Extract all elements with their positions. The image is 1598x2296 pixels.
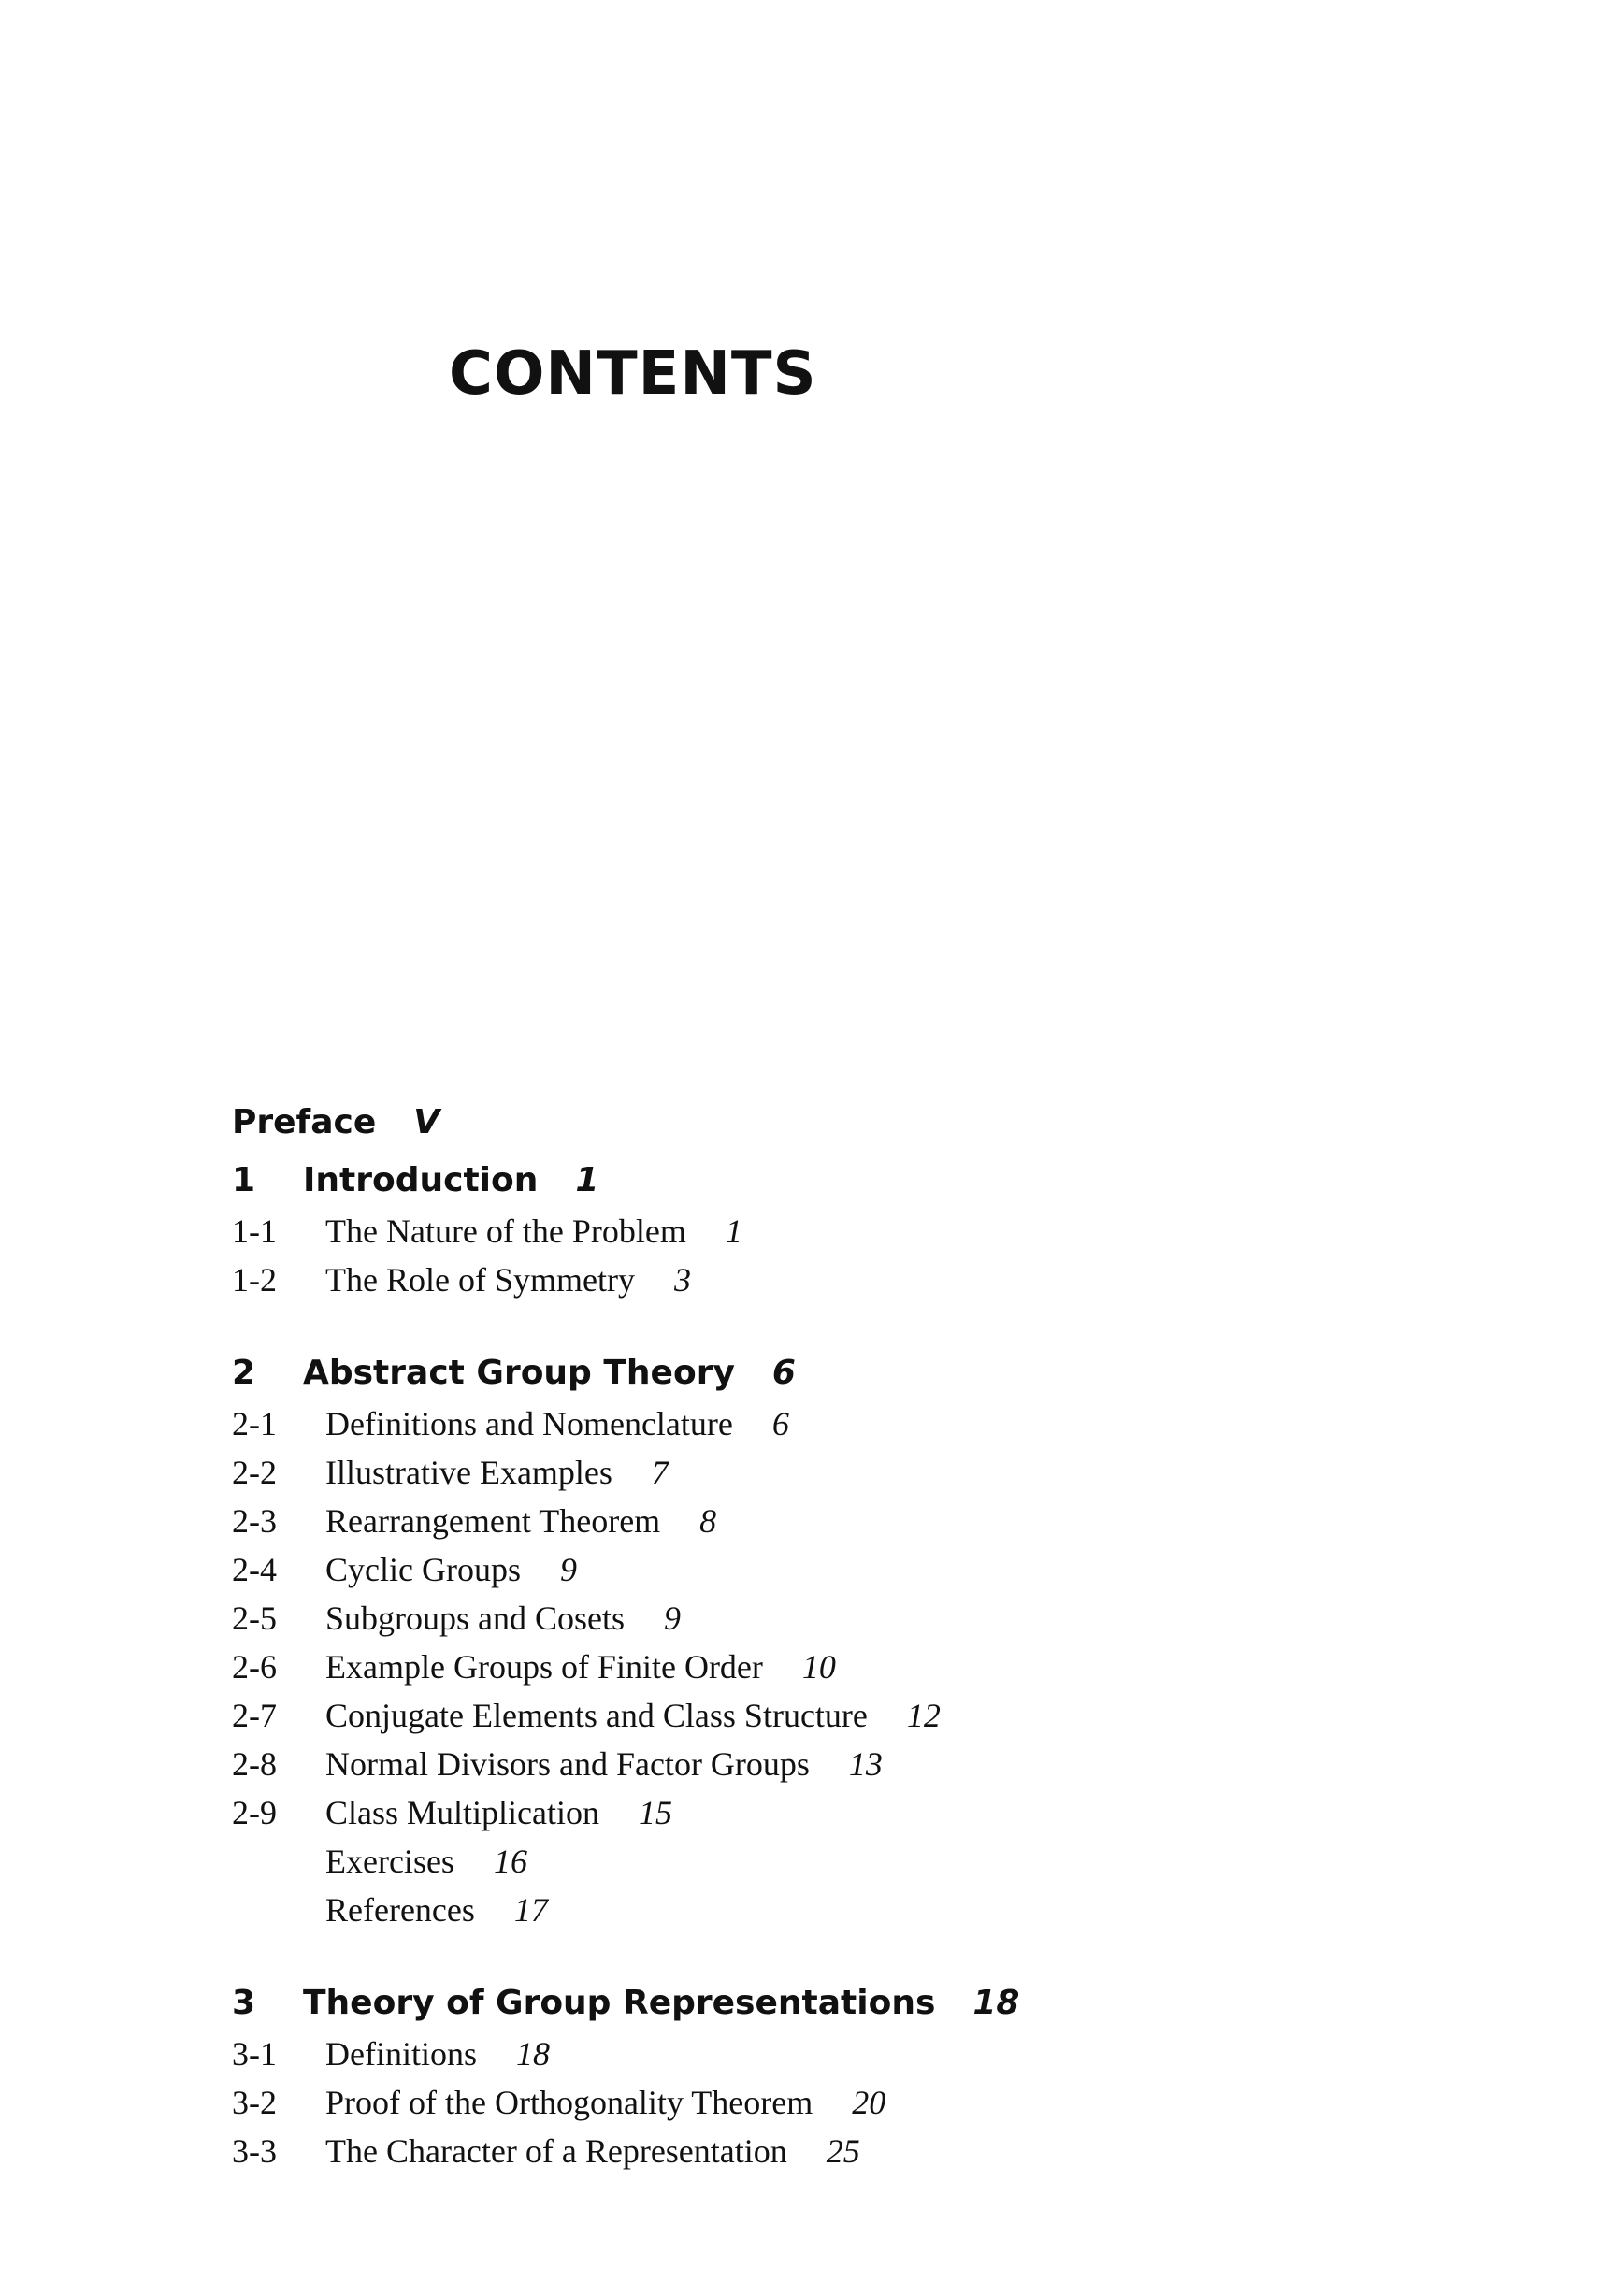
toc-section[interactable] [232, 1788, 1354, 1837]
section-title: Rearrangement Theorem [325, 1502, 661, 1540]
section-page: 25 [826, 2132, 860, 2170]
section-page: 8 [699, 1502, 717, 1540]
section-number: 2-3 [232, 1502, 277, 1540]
chapter-title: Theory of Group Representations [303, 1984, 936, 2022]
toc-section[interactable] [232, 1497, 1354, 1545]
section-page: 12 [906, 1697, 941, 1734]
preface-page: V [413, 1103, 440, 1141]
section-page: 6 [771, 1405, 789, 1442]
section-page: 17 [513, 1891, 548, 1929]
section-title: Subgroups and Cosets [325, 1600, 626, 1637]
chapter-page: 18 [972, 1984, 1020, 2022]
chapter-spacer [232, 1304, 1354, 1349]
table-of-contents [232, 1098, 1354, 2175]
section-number: 2-2 [232, 1454, 277, 1491]
section-page: 9 [559, 1551, 577, 1588]
section-page: 20 [852, 2084, 886, 2121]
chapter-page: 6 [771, 1354, 796, 1392]
section-title: The Character of a Representation [325, 2132, 787, 2170]
toc-section[interactable] [232, 1207, 1354, 1256]
section-title: Definitions and Nomenclature [325, 1405, 733, 1442]
chapter-title: Abstract Group Theory [303, 1354, 735, 1392]
section-number: 3-3 [232, 2132, 277, 2170]
chapter-number: 2 [232, 1354, 256, 1392]
section-page: 15 [639, 1794, 672, 1831]
chapter-page: 1 [575, 1161, 599, 1199]
section-number: 2-7 [232, 1697, 277, 1734]
toc-section[interactable] [232, 1399, 1354, 1448]
section-page: 7 [651, 1454, 669, 1491]
toc-section[interactable] [232, 1740, 1354, 1788]
toc-section[interactable] [232, 1837, 1354, 1886]
chapter-title: Introduction [303, 1161, 539, 1199]
section-page: 13 [848, 1745, 883, 1783]
toc-section[interactable] [232, 1691, 1354, 1740]
toc-chapter-1[interactable] [232, 1156, 1354, 1205]
section-number: 2-1 [232, 1405, 277, 1442]
toc-chapter-3[interactable] [232, 1979, 1354, 2028]
toc-section[interactable] [232, 2078, 1354, 2127]
section-number: 3-2 [232, 2084, 277, 2121]
chapter-number: 3 [232, 1984, 256, 2022]
page-title: CONTENTS [449, 339, 817, 409]
toc-section[interactable] [232, 1448, 1354, 1497]
section-number: 2-8 [232, 1745, 277, 1783]
chapter-number: 1 [232, 1161, 256, 1199]
toc-section[interactable] [232, 1643, 1354, 1691]
toc-section[interactable] [232, 1545, 1354, 1594]
section-title: Normal Divisors and Factor Groups [325, 1745, 810, 1783]
section-title: Proof of the Orthogonality Theorem [325, 2084, 813, 2121]
section-title: Cyclic Groups [325, 1551, 521, 1588]
section-title: Exercises [325, 1843, 454, 1880]
section-number: 1-2 [232, 1261, 277, 1299]
section-number: 3-1 [232, 2035, 277, 2073]
section-number: 2-5 [232, 1600, 277, 1637]
toc-section[interactable] [232, 2030, 1354, 2078]
section-title: Example Groups of Finite Order [325, 1648, 763, 1686]
section-number: 2-9 [232, 1794, 277, 1831]
section-number: 2-6 [232, 1648, 277, 1686]
toc-preface[interactable] [232, 1098, 1354, 1147]
section-page: 9 [664, 1600, 682, 1637]
section-page: 3 [673, 1261, 691, 1299]
section-page: 10 [801, 1648, 836, 1686]
toc-section[interactable] [232, 1256, 1354, 1304]
section-title: Illustrative Examples [325, 1454, 612, 1491]
section-page: 1 [725, 1213, 742, 1250]
preface-label: Preface [232, 1103, 377, 1141]
toc-chapter-2[interactable] [232, 1349, 1354, 1398]
toc-section[interactable] [232, 1886, 1354, 1934]
section-number: 2-4 [232, 1551, 277, 1588]
toc-section[interactable] [232, 1594, 1354, 1643]
section-title: Conjugate Elements and Class Structure [325, 1697, 868, 1734]
section-page: 16 [493, 1843, 527, 1880]
section-number: 1-1 [232, 1213, 277, 1250]
section-page: 18 [515, 2035, 550, 2073]
section-title: Class Multiplication [325, 1794, 599, 1831]
section-title: The Nature of the Problem [325, 1213, 686, 1250]
section-title: Definitions [325, 2035, 477, 2073]
section-title: References [325, 1891, 475, 1929]
toc-section[interactable] [232, 2127, 1354, 2175]
section-title: The Role of Symmetry [325, 1261, 635, 1299]
chapter-spacer [232, 1934, 1354, 1979]
